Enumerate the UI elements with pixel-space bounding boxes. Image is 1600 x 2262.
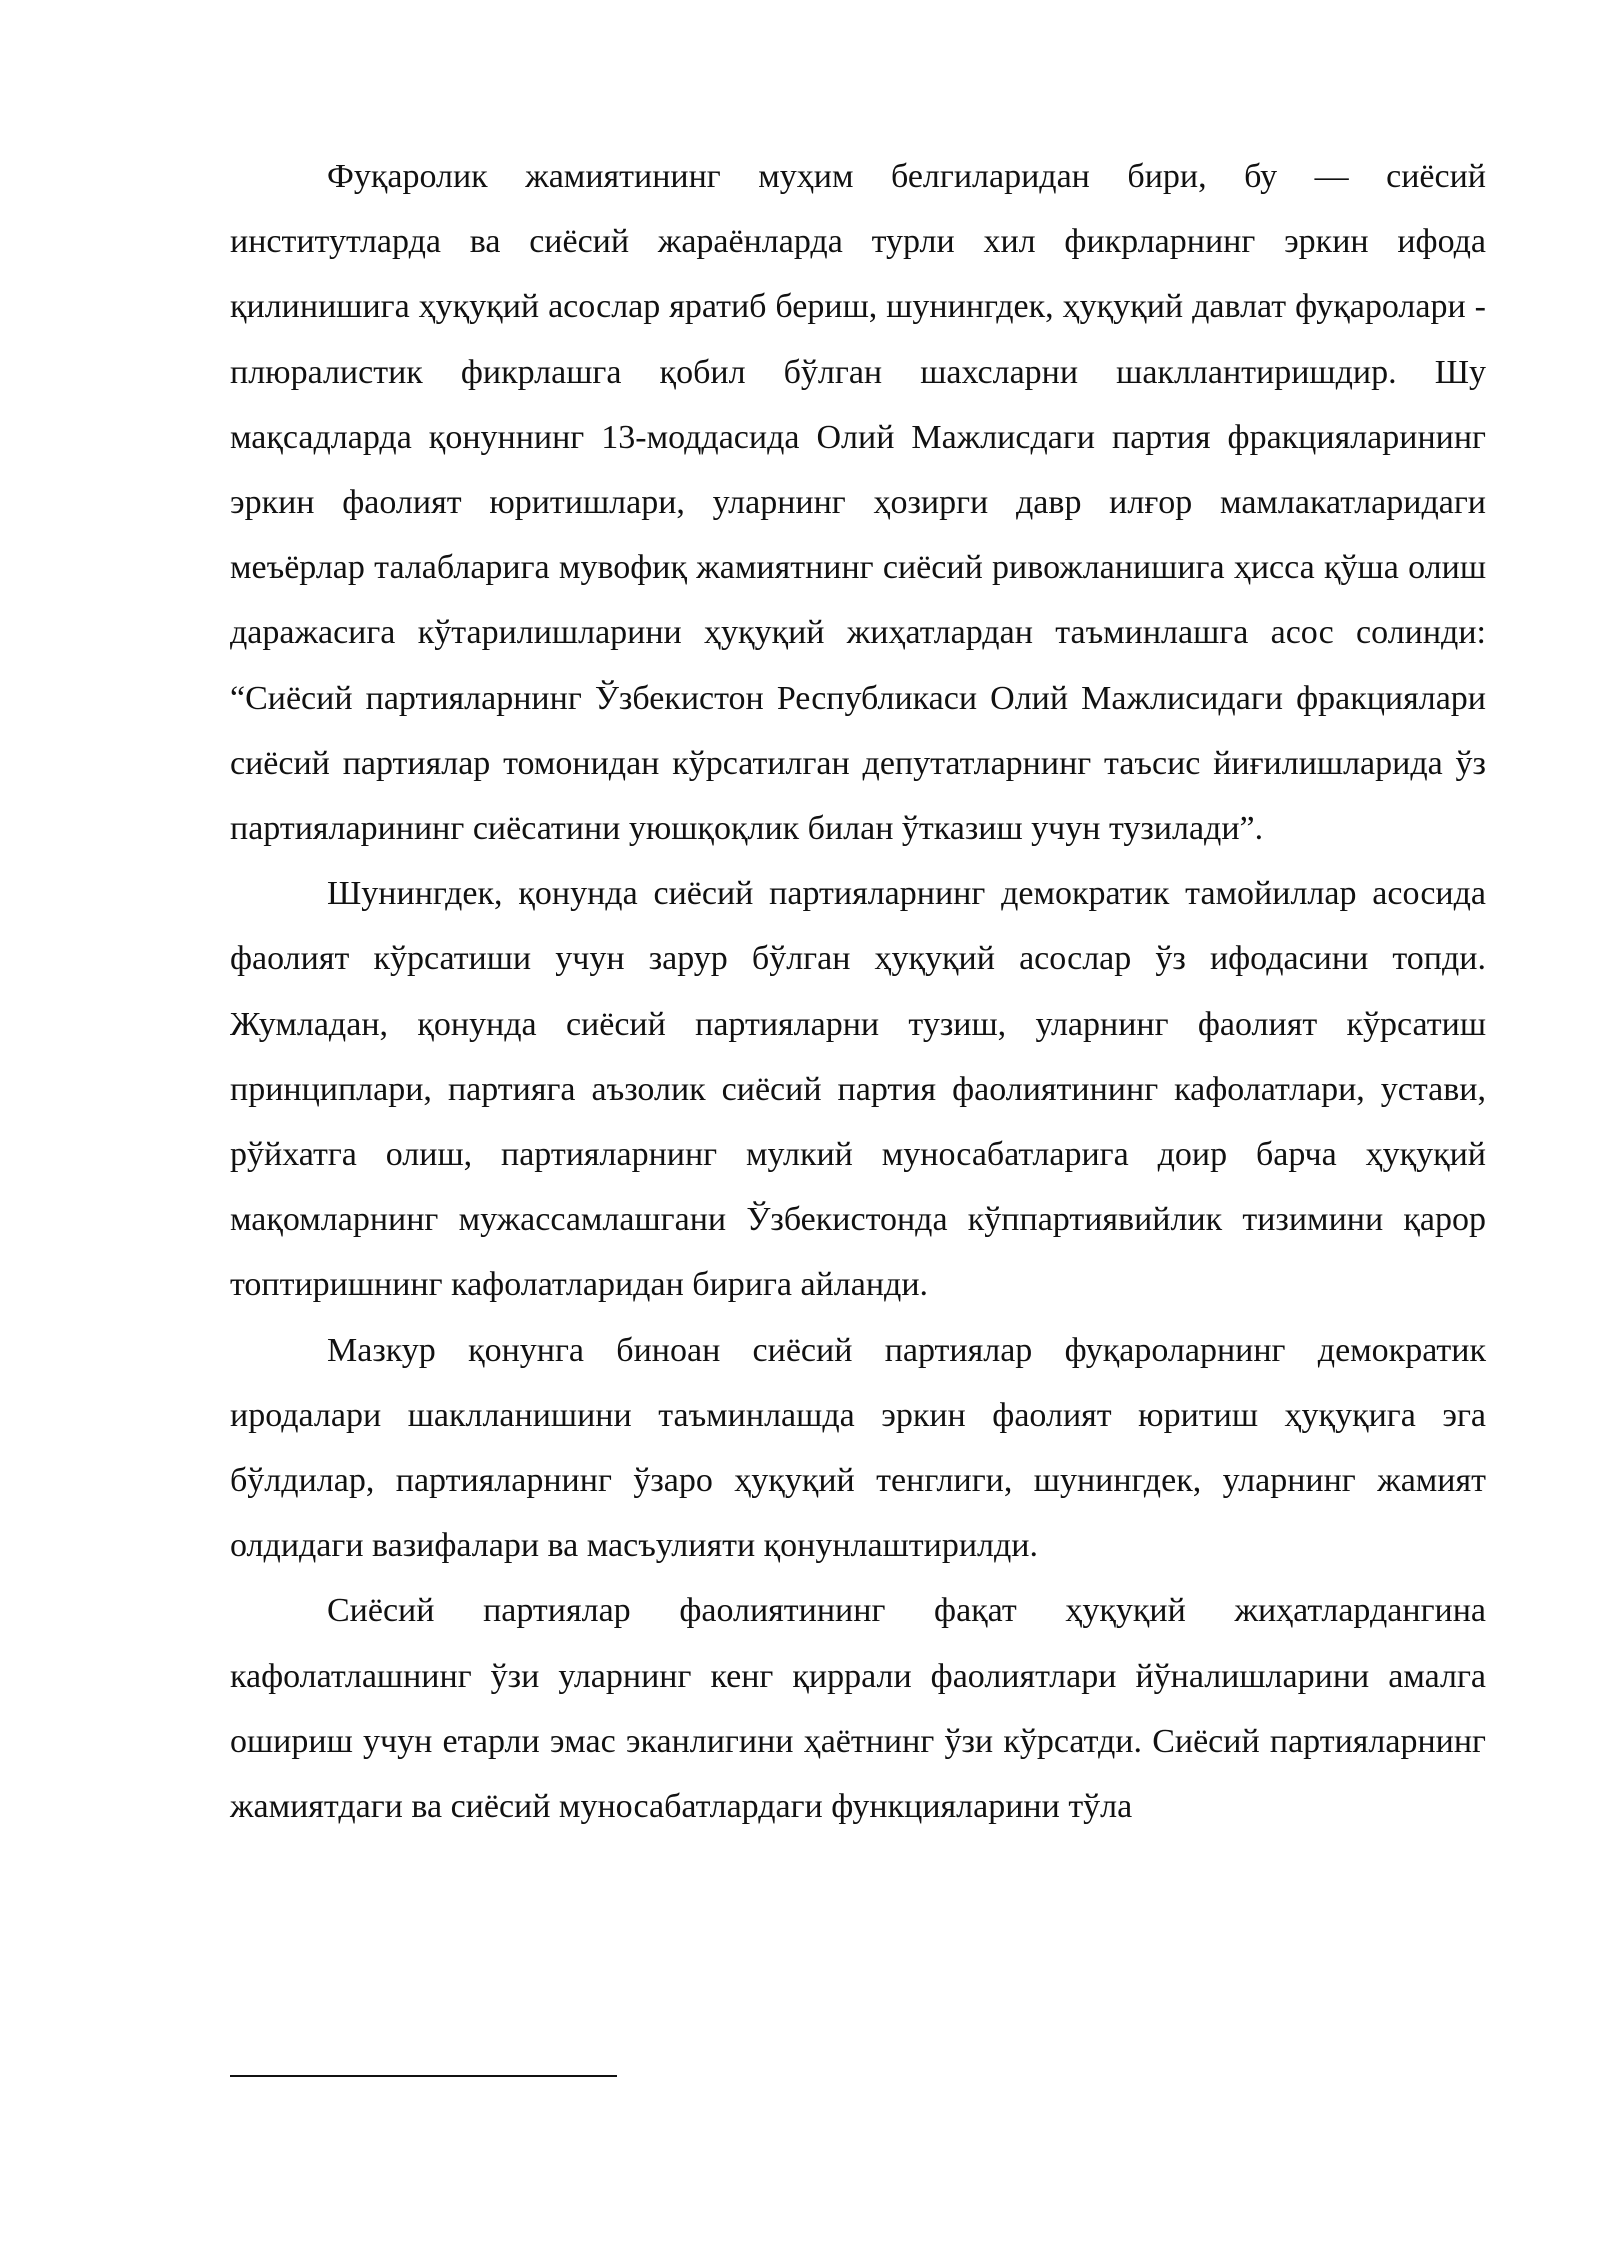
paragraph-3: Мазкур қонунга биноан сиёсий партиялар фуқароларнинг демократик иродалари шаклланишини таъминлашда эркин фаолият юритиш ҳуқуқига эга бўлдилар, партияларнинг ўзаро ҳуқуқий тенглиги, шунингдек, уларнинг жамият олдидаги вазифалари ва масъулияти қонунлаштирилди. bbox=[230, 1331, 1486, 1565]
body-text bbox=[230, 144, 1486, 1839]
paragraph-2: Шунингдек, қонунда сиёсий партияларнинг демократик тамойиллар асосида фаолият кўрсатиши учун зарур бўлган ҳуқуқий асослар ўз ифодасини топди. Жумладан, қонунда сиёсий партияларни тузиш, уларнинг фаолият кўрсатиш принциплари, партияга аъзолик сиёсий партия фаолиятининг кафолатлари, устави, рўйхатга олиш, партияларнинг мулкий муносабатларига доир барча ҳуқуқий мақомларнинг мужассамлашгани Ўзбекистонда кўппартиявийлик тизимини қарор топтиришнинг кафолатларидан бирига айланди. bbox=[230, 875, 1486, 1304]
footnote-separator bbox=[230, 2075, 617, 2077]
paragraph-4: Сиёсий партиялар фаолиятининг фақат ҳуқуқий жиҳатлардангина кафолатлашнинг ўзи уларнинг кенг қиррали фаолиятлари йўналишларини амалга ошириш учун етарли эмас эканлигини ҳаётнинг ўзи кўрсатди. Сиёсий партияларнинг жамиятдаги ва сиёсий муносабатлардаги функцияларини тўла bbox=[230, 1592, 1486, 1826]
paragraph-1: Фуқаролик жамиятининг муҳим белгиларидан бири, бу — сиёсий институтларда ва сиёсий жараёнларда турли хил фикрларнинг эркин ифода қилинишига ҳуқуқий асослар яратиб бериш, шунингдек, ҳуқуқий давлат фуқаролари - плюралистик фикрлашга қобил бўлган шахсларни шакллантиришдир. Шу мақсадларда қонуннинг 13-моддасида Олий Мажлисдаги партия фракцияларининг эркин фаолият юритишлари, уларнинг ҳозирги давр илғор мамлакатларидаги меъёрлар талабларига мувофиқ жамиятнинг сиёсий ривожланишига ҳисса қўша олиш даражасига кўтарилишларини ҳуқуқий жиҳатлардан таъминлашга асос солинди: “Сиёсий партияларнинг Ўзбекистон Республикаси Олий Мажлисидаги фракциялари сиёсий партиялар томонидан кўрсатилган депутатларнинг таъсис йиғилишларида ўз партияларининг сиёсатини уюшқоқлик билан ўтказиш учун тузилади”. bbox=[230, 158, 1486, 848]
